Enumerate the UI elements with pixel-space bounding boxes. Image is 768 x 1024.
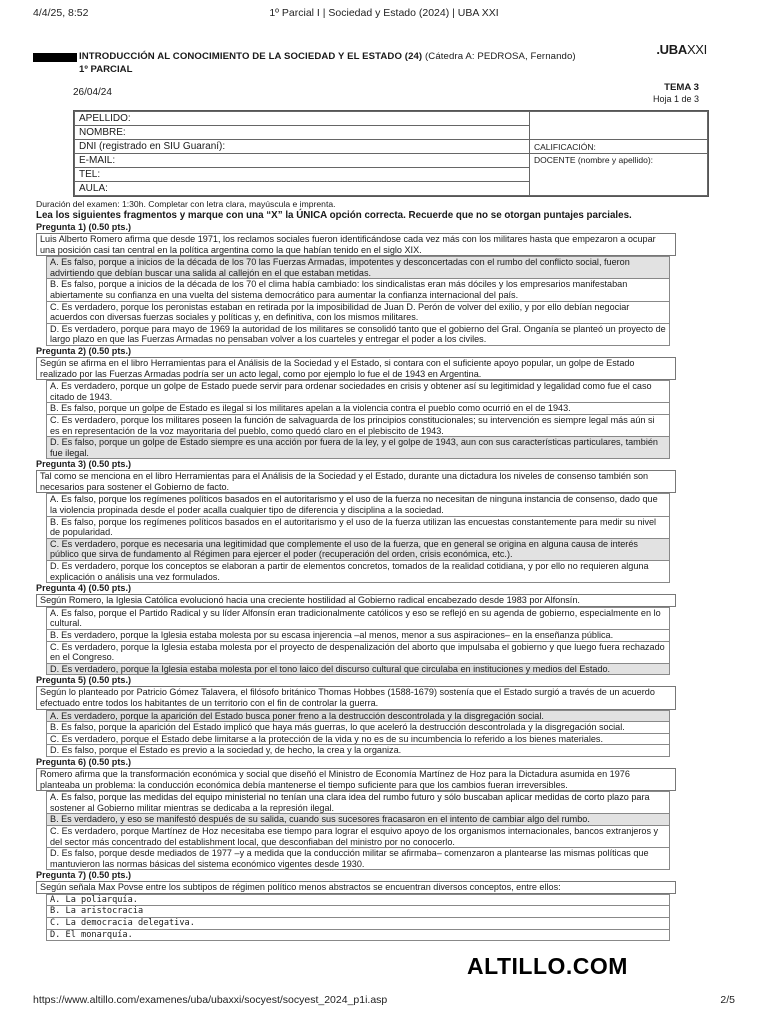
question-statement: Luis Alberto Romero afirma que desde 1971, los reclamos sociales fueron identificándose cada vez más con los militares hasta que empezaron a ocupar una posición casi tan central en la política argentina como la que habían tenido en el siglo XIX.	[36, 233, 676, 256]
answer-option[interactable]: A. Es falso, porque el Partido Radical y su líder Alfonsín eran tradicionalmente católicos y eso se reflejó en su agenda de gobierno, especialmente en lo cultural.	[46, 607, 670, 630]
duration-note: Duración del examen: 1:30h. Completar con letra clara, mayúscula e imprenta.	[36, 199, 336, 209]
exam-header	[33, 30, 709, 90]
answer-option[interactable]: D. El monarquía.	[46, 930, 670, 942]
question-title: Pregunta 3) (0.50 pts.)	[36, 459, 132, 470]
question-statement: Tal como se menciona en el libro Herramientas para el Análisis de la Sociedad y el Estado, durante una dictadura los niveles de consenso también son necesarios para sostener el Gobierno de facto.	[36, 470, 676, 493]
exam-instructions	[36, 199, 676, 221]
redaction-bar	[33, 53, 77, 62]
question-title: Pregunta 7) (0.50 pts.)	[36, 870, 132, 881]
field-nombre[interactable]: NOMBRE:	[75, 126, 530, 140]
instruction-lead: Lea los siguientes fragmentos y marque con una “X” la ÚNICA opción correcta. Recuerde que no se otorgan puntajes parciales.	[36, 210, 632, 221]
uba-xxi-logo	[656, 42, 707, 57]
field-docente: DOCENTE (nombre y apellido):	[530, 154, 708, 196]
answer-options	[46, 607, 670, 676]
answer-option[interactable]: C. Es verdadero, porque la Iglesia estaba molesta por el proyecto de despenalización del aborto que impulsaba el gobierno y que luego fuera rechazado en el Congreso.	[46, 642, 670, 664]
question-statement: Según lo planteado por Patricio Gómez Talavera, el filósofo británico Thomas Hobbes (1588-1679) sostenía que el Estado surgió a través de un acuerdo efectuado entre todos los habitantes de un territorio con el fin de controlar la guerra.	[36, 686, 676, 709]
field-calificacion: CALIFICACIÓN:	[530, 140, 708, 154]
question-title: Pregunta 6) (0.50 pts.)	[36, 756, 132, 767]
answer-option[interactable]: D. Es verdadero, porque la Iglesia estaba molesta por el tono laico del discurso cultural que circulaba en instituciones y medios del Estado.	[46, 664, 670, 676]
student-info-table	[73, 110, 709, 197]
answer-option[interactable]: D. Es falso, porque el Estado es previo a la sociedad y, de hecho, la crea y la organiza.	[46, 745, 670, 757]
question-title: Pregunta 1) (0.50 pts.)	[36, 222, 132, 232]
answer-option[interactable]: A. La poliarquía.	[46, 894, 670, 907]
answer-option[interactable]: A. Es verdadero, porque un golpe de Estado puede servir para ordenar sociedades en crisis y obtener así su legitimidad y legalidad como fue el caso citado de 1943.	[46, 380, 670, 403]
question-block	[36, 870, 676, 941]
answer-options	[46, 256, 670, 346]
print-page-title: 1º Parcial I | Sociedad y Estado (2024) | UBA XXI	[269, 7, 499, 19]
field-tel[interactable]: TEL:	[75, 168, 530, 182]
question-block	[36, 757, 676, 870]
answer-option[interactable]: C. Es verdadero, porque el Estado debe limitarse a la protección de la vida y no es de su incumbencia lo referido a los bienes materiales.	[46, 734, 670, 746]
question-title: Pregunta 5) (0.50 pts.)	[36, 675, 132, 686]
browser-print-header	[0, 0, 768, 22]
answer-option[interactable]: D. Es falso, porque desde mediados de 1977 –y a medida que la conducción militar se afirmaba– comenzaron a plantearse las mismas políticas que mantuvieron las normas básicas del sistema económico vigentes desde 1930.	[46, 848, 670, 870]
answer-option[interactable]: A. Es falso, porque los regímenes políticos basados en el autoritarismo y el uso de la fuerza no necesitan de ninguna instancia de consenso, dado que la violencia propinada desde el poder acalla cualquier tipo de diferencia y disciplina a la sociedad.	[46, 493, 670, 516]
answer-option[interactable]: C. Es verdadero, porque Martínez de Hoz necesitaba ese tiempo para lograr el esquivo apoyo de los organismos internacionales, bancos extranjeros y del sector más concentrado del establishment local, que desconfiaban del ministro por no conocerlo.	[46, 826, 670, 848]
catedra-label: (Cátedra A: PEDROSA, Fernando)	[425, 51, 576, 62]
answer-option[interactable]: D. Es verdadero, porque los conceptos se elaboran a partir de elementos concretos, tomados de la realidad cotidiana, y por ello no requieren alguna explicación o análisis una vez formulados.	[46, 561, 670, 583]
answer-option[interactable]: C. Es verdadero, porque los militares poseen la función de salvaguarda de los principios constitucionales; su intervención es siempre legal más aún si es en representación de la voz mayoritaria del pueblo, como quedó claro en el plebiscito de 1943.	[46, 415, 670, 437]
question-block	[36, 346, 676, 459]
tema-label: TEMA 3	[664, 82, 699, 93]
answer-option[interactable]: A. Es falso, porque a inicios de la década de los 70 las Fuerzas Armadas, impotentes y desconcertadas con el rumbo del conflicto social, fueron advirtiendo que debían buscar una salida al callejón en el que estaban metidas.	[46, 256, 670, 279]
question-block	[36, 222, 676, 346]
question-statement: Según se afirma en el libro Herramientas para el Análisis de la Sociedad y el Estado, si contara con el suficiente apoyo popular, un golpe de Estado realizado por las Fuerzas Armadas podría ser un acto legal, como por ejemplo lo fue el de 1943 en Argentina.	[36, 357, 676, 380]
logo-xxi: XXI	[686, 42, 707, 57]
answer-option[interactable]: B. Es falso, porque un golpe de Estado es ilegal si los militares apelan a la violencia contra el pueblo como ocurrió en el de 1943.	[46, 403, 670, 415]
altillo-watermark: ALTILLO.COM	[467, 953, 628, 979]
answer-option[interactable]: B. La aristocracia	[46, 906, 670, 918]
answer-option[interactable]: D. Es falso, porque un golpe de Estado siempre es una acción por fuera de la ley, y el golpe de 1943, aun con sus características particulares, también fue ilegal.	[46, 437, 670, 459]
logo-uba: .UBA	[656, 42, 687, 57]
answer-options	[46, 791, 670, 870]
field-aula[interactable]: AULA:	[75, 182, 530, 196]
question-block	[36, 675, 676, 757]
course-title	[79, 51, 576, 62]
answer-options	[46, 710, 670, 757]
answer-option[interactable]: B. Es verdadero, y eso se manifestó después de su salida, cuando sus sucesores fracasaron en el intento de cambiar algo del rumbo.	[46, 814, 670, 826]
answer-options	[46, 894, 670, 941]
field-email[interactable]: E-MAIL:	[75, 154, 530, 168]
print-page-indicator: 2/5	[720, 994, 735, 1006]
answer-option[interactable]: A. Es falso, porque las medidas del equipo ministerial no tenían una clara idea del rumbo futuro y sólo buscaban aplicar medidas de corto plazo para sostener al Gobierno militar mientras se dedicaba a la represión ilegal.	[46, 791, 670, 814]
question-block	[36, 459, 676, 583]
question-title: Pregunta 4) (0.50 pts.)	[36, 583, 132, 594]
answer-option[interactable]: C. Es verdadero, porque los peronistas estaban en retirada por la imposibilidad de Juan D. Perón de volver del exilio, y por ello debían negociar acuerdos con diversas fuerzas sociales y políticas y, en definitiva, con los mismos militares.	[46, 302, 670, 324]
exam-document	[33, 30, 709, 194]
exam-date: 26/04/24	[73, 87, 112, 98]
answer-option[interactable]: B. Es falso, porque a inicios de la década de los 70 el clima había cambiado: los sindicalistas eran más dóciles y los empresarios manifestaban abiertamente su confianza en una vuelta del sistema democrático para aumentar la confianza internacional del país.	[46, 279, 670, 301]
question-statement: Según Romero, la Iglesia Católica evolucionó hacia una creciente hostilidad al Gobierno radical encabezado desde 1983 por Alfonsín.	[36, 594, 676, 607]
answer-options	[46, 380, 670, 459]
print-datetime: 4/4/25, 8:52	[33, 7, 89, 19]
answer-option[interactable]: D. Es verdadero, porque para mayo de 1969 la autoridad de los militares se consolidó tanto que el gobierno del Gral. Onganía se planteó un proyecto de largo plazo en que las Fuerzas Armadas no pensaban volver a los cuarteles y entregar el poder a los civiles.	[46, 324, 670, 346]
answer-option[interactable]: C. Es verdadero, porque es necesaria una legitimidad que complemente el uso de la fuerza, que en general se origina en alguna causa de interés público que sirva de fundamento al Régimen para ejercer el poder (recuperación del orden, crisis económica, etc.).	[46, 539, 670, 561]
answer-options	[46, 493, 670, 583]
print-url: https://www.altillo.com/examenes/uba/ubaxxi/socyest/socyest_2024_p1i.asp	[33, 994, 388, 1006]
question-list	[36, 222, 676, 941]
question-statement: Según señala Max Povse entre los subtipos de régimen político menos abstractos se encuentran diversos conceptos, entre ellos:	[36, 881, 676, 894]
question-title: Pregunta 2) (0.50 pts.)	[36, 345, 132, 356]
answer-option[interactable]: B. Es falso, porque la aparición del Estado implicó que haya más guerras, lo que aceleró la destrucción descontrolada y la disgregación social.	[46, 722, 670, 734]
answer-option[interactable]: A. Es verdadero, porque la aparición del Estado busca poner freno a la destrucción descontrolada y la disgregación social.	[46, 710, 670, 723]
answer-option[interactable]: B. Es falso, porque los regímenes políticos basados en el autoritarismo y el uso de la fuerza utilizan las encuestas constantemente para medir su nivel de popularidad.	[46, 517, 670, 539]
course-name: INTRODUCCIÓN AL CONOCIMIENTO DE LA SOCIEDAD Y EL ESTADO (24)	[79, 51, 423, 62]
sheet-label: Hoja 1 de 3	[652, 94, 699, 104]
field-apellido[interactable]: APELLIDO:	[75, 112, 530, 126]
question-block	[36, 583, 676, 675]
exam-type-label: 1º PARCIAL	[79, 64, 133, 75]
question-statement: Romero afirma que la transformación económica y social que diseñó el Ministro de Economía Martínez de Hoz para la Dictadura asumida en 1976 planteaba un problema: la conducción económica debía mantenerse el tiempo suficiente para que los cambios fueran irreversibles.	[36, 768, 676, 791]
answer-option[interactable]: C. La democracia delegativa.	[46, 918, 670, 930]
field-dni[interactable]: DNI (registrado en SIU Guaraní):	[75, 140, 530, 154]
answer-option[interactable]: B. Es verdadero, porque la Iglesia estaba molesta por su escasa injerencia –al menos, menor a sus aspiraciones– en la enseñanza pública.	[46, 630, 670, 642]
